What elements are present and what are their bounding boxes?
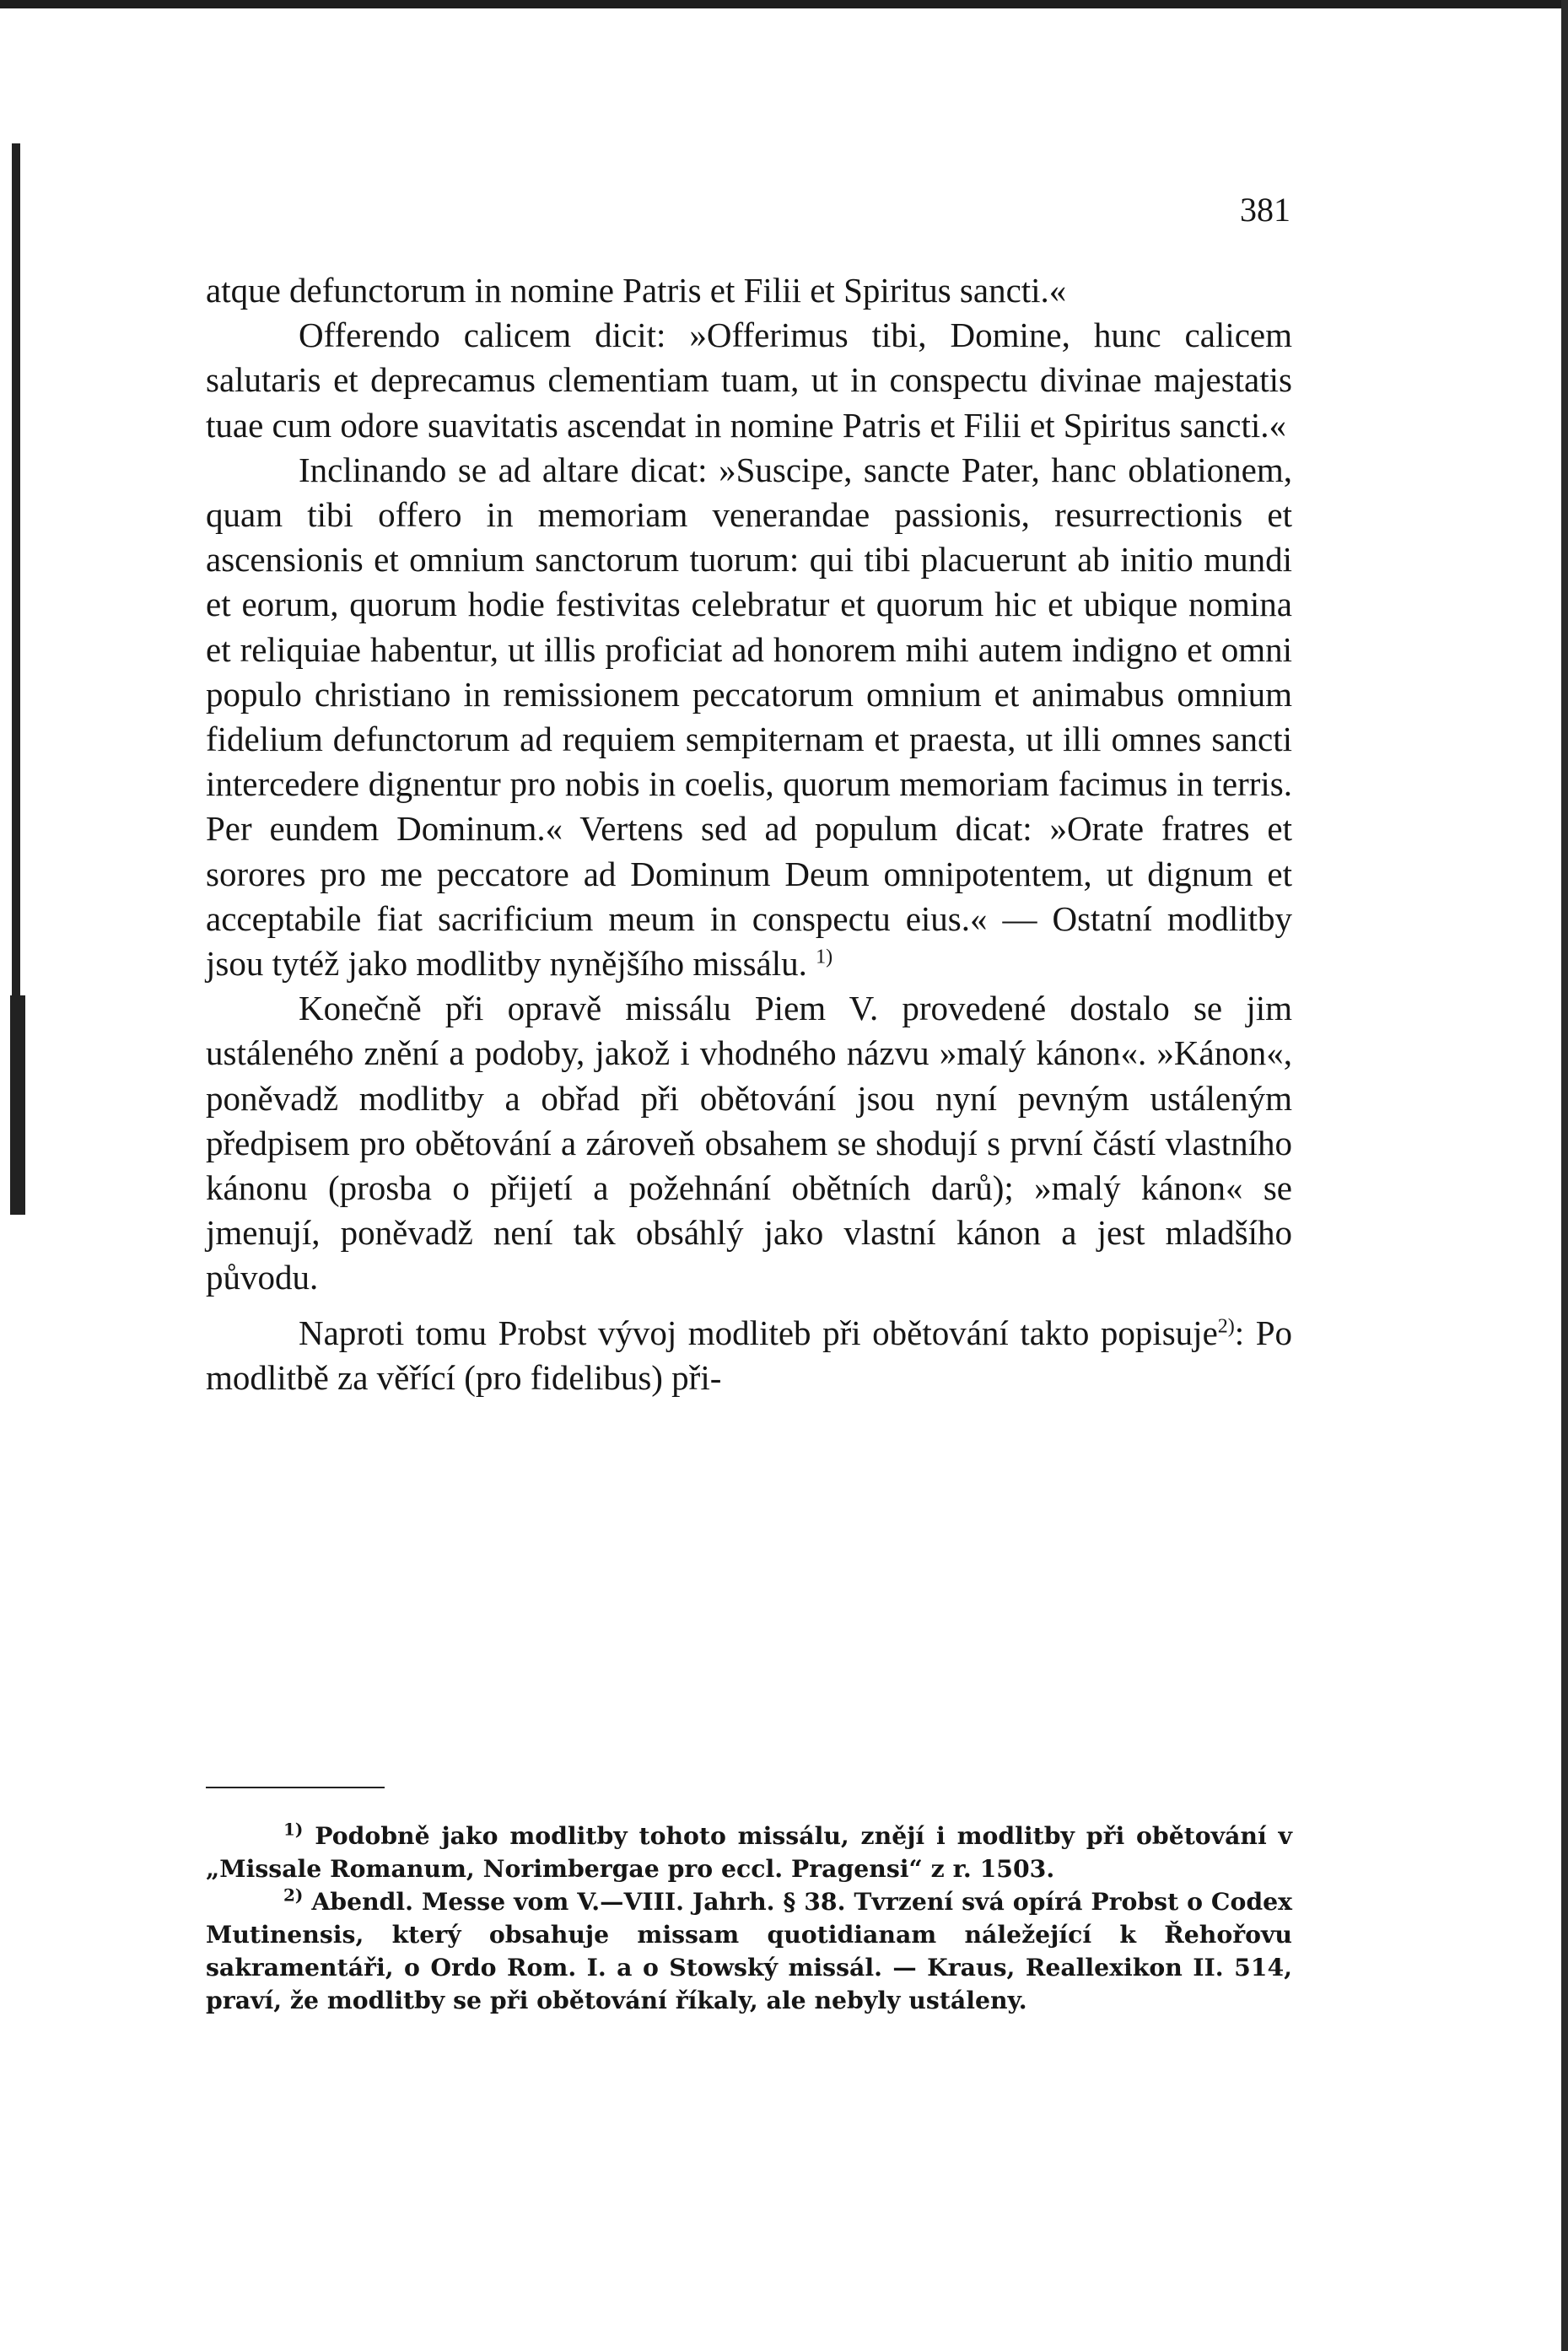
- paragraph-5: [206, 1311, 1292, 1400]
- footnote-separator: [206, 1787, 385, 1788]
- scan-top-edge: [0, 0, 1568, 8]
- paragraph-4: Konečně při opravě missálu Piem V. provedené dostalo se jim ustáleného znění a podoby, jakož i vhodného názvu »malý kánon«. »Kánon«, poněvadž modlitby a obřad při obětování jsou nyní pevným ustáleným předpisem pro obětování a zároveň obsahem se shodují s první částí vlastního kánonu (prosba o přijetí a požehnání obětních darů); »malý kánon« se jmenují, poněvadž není tak obsáhlý jako vlastní kánon a jest mladšího původu.: [206, 989, 1292, 1297]
- footnote-2-text: Abendl. Messe vom V.—VIII. Jahrh. § 38. Tvrzení svá opírá Probst o Codex Mutinensis, který obsahuje missam quotidianam náležející k Řehořovu sakramentáři, o Ordo Rom. I. a o Stowský missál. — Kraus, Reallexikon II. 514, praví, že modlitby se při obětování říkaly, ale nebyly ustáleny.: [206, 1887, 1292, 2014]
- body-text: [206, 268, 1292, 1400]
- footnote-1-text: Podobně jako modlitby tohoto missálu, znějí i modlitby při obětování v „Missale Romanum, Norimbergae pro eccl. Pragensi“ z r. 1503.: [206, 1821, 1292, 1883]
- paragraph-5-start: Naproti tomu Probst vývoj modliteb při obětování takto popisuje: [299, 1313, 1218, 1352]
- footnotes: [206, 1820, 1292, 2017]
- footnote-ref-1[interactable]: 1): [816, 946, 833, 968]
- paragraph-3: [206, 448, 1292, 986]
- paragraph-1: atque defunctorum in nomine Patris et Filii et Spiritus sancti.«: [206, 271, 1067, 310]
- paragraph-3-text: Inclinando se ad altare dicat: »Suscipe, sancte Pater, hanc oblationem, quam tibi offero in memoriam venerandae passionis, resurrectionis et ascensionis et omnium sanctorum tuorum: qui tibi placuerunt ab initio mundi et eorum, quorum hodie festivitas celebratur et quorum hic et ubique nomina et reliquiae habentur, ut illis proficiat ad honorem mihi autem indigno et omni populo christiano in remissionem peccatorum omnium et animabus omnium fidelium defunctorum ad requiem sempiternam et praesta, ut illi omnes sancti intercedere dignentur pro nobis in coelis, quorum memoriam facimus in terris. Per eundem Dominum.« Vertens sed ad populum dicat: »Orate fratres et sorores pro me peccatore ad Dominum Deum omnipotentem, ut dignum et acceptabile fiat sacrificium meum in conspectu eius.« — Ostatní modlitby jsou tytéž jako modlitby nynějšího missálu.: [206, 450, 1292, 984]
- scan-right-edge: [1561, 0, 1568, 2351]
- footnote-2-marker: 2): [283, 1885, 304, 1906]
- footnote-1-marker: 1): [283, 1819, 304, 1840]
- page-number: 381: [1240, 191, 1291, 229]
- scan-left-edge-lower: [10, 995, 25, 1215]
- footnote-2: [206, 1885, 1292, 2017]
- footnote-1: [206, 1820, 1292, 1885]
- paragraph-5-end: : Po modlitbě za věřící (pro fidelibus) při-: [206, 1313, 1292, 1397]
- footnote-ref-2[interactable]: 2): [1217, 1315, 1235, 1338]
- paragraph-2: Offerendo calicem dicit: »Offerimus tibi, Domine, hunc calicem salutaris et deprecamus clementiam tuam, ut in conspectu divinae majestatis tuae cum odore suavitatis ascendat in nomine Patris et Filii et Spiritus sancti.«: [206, 315, 1292, 445]
